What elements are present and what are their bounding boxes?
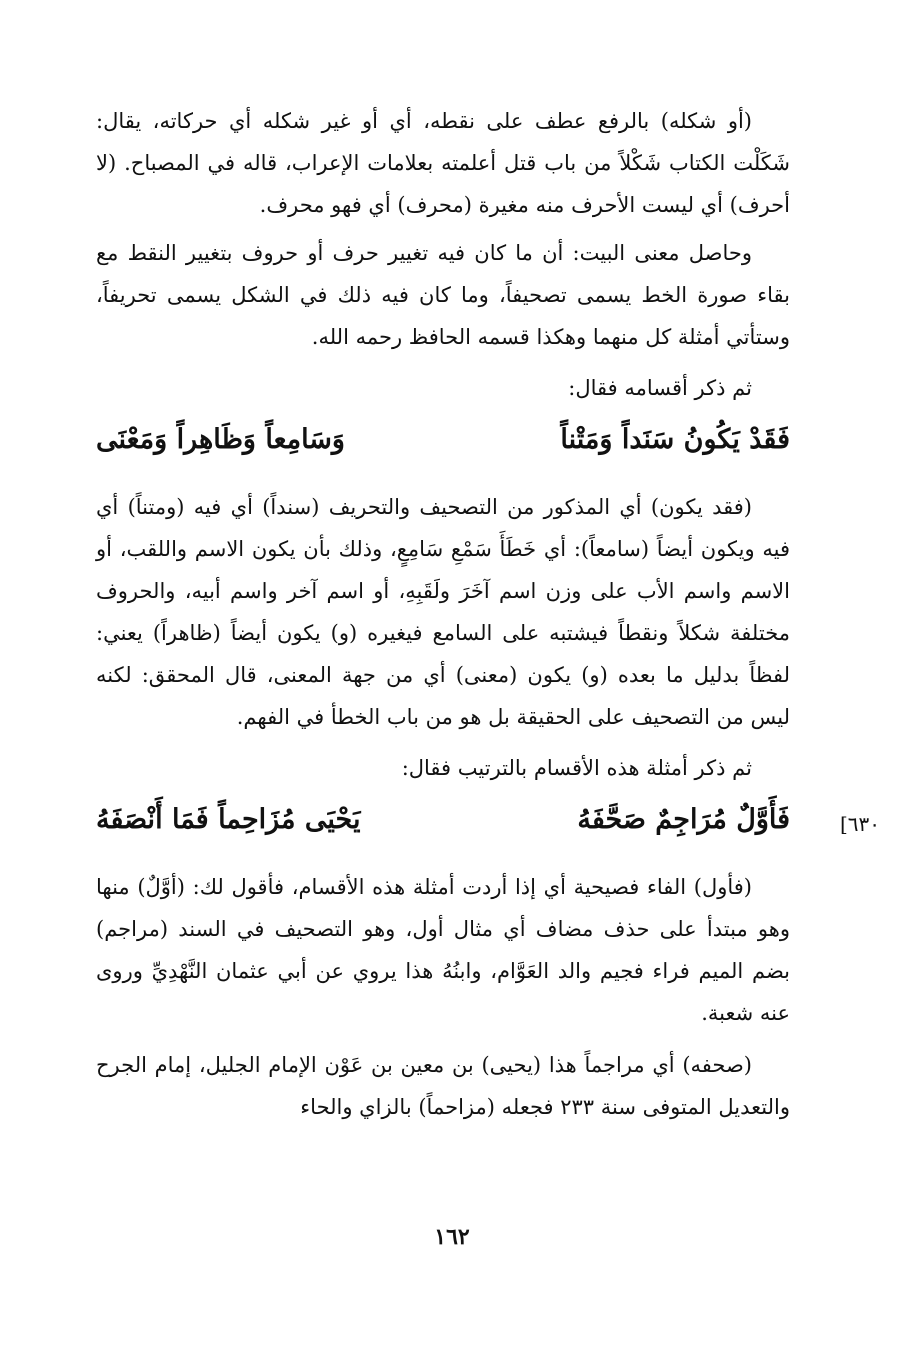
verse-2-first-hemistich: فَأَوَّلٌ مُرَاجِمٌ صَحَّفَهُ [577, 804, 790, 835]
verse-line-2 [96, 794, 880, 846]
paragraph-commentary-1: (أو شكله) بالرفع عطف على نقطه، أي أو غير شكله أي حركاته، يقال: شَكَلْت الكتاب شَكْلاً من باب قتل أعلمته بعلامات الإعراب، قاله في المصباح. (لا أحرف) أي ليست الأحرف منه مغيرة (محرف) أي فهو محرف. [96, 109, 790, 217]
paragraph-commentary-3: (فقد يكون) أي المذكور من التصحيف والتحريف (سنداً) أي فيه (ومتناً) أي فيه ويكون أيضاً (سامعاً): أي خَطَأَ سَمْعِ سَامِعٍ، وذلك بأن يكون الاسم واللقب، أو الاسم واسم الأب على وزن اسم آخَرَ ولَقَبِهِ، أو اسم آخر واسم أبيه، والحروف مختلفة شكلاً ونقطاً فيشتبه على السامع فيغيره (و) يكون أيضاً (ظاهراً) يعني: لفظاً بدليل ما بعده (و) يكون (معنى) أي من جهة المعنى، قال المحقق: لكنه ليس من التصحيف على الحقيقة بل هو من باب الخطأ في الفهم. [96, 495, 790, 729]
verse-number: [٦٣٠ [839, 812, 880, 836]
verse-2-second-hemistich: يَحْيَى مُزَاحِماً فَمَا أَنْصَفَهُ [96, 804, 361, 835]
paragraph-commentary-5: (صحفه) أي مراجماً هذا (يحيى) بن معين بن عَوْن الإمام الجليل، إمام الجرح والتعديل المتوفى سنة ٢٣٣ فجعله (مزاحماً) بالزاي والحاء [96, 1053, 790, 1119]
page-number: ١٦٢ [434, 1224, 470, 1250]
verse-1-second-hemistich: وَسَامِعاً وَظَاهِراً وَمَعْنَى [96, 424, 345, 455]
page-body [96, 100, 880, 1138]
paragraph-intro-1: ثم ذكر أقسامه فقال: [568, 376, 752, 400]
paragraph-commentary-2: وحاصل معنى البيت: أن ما كان فيه تغيير حرف أو حروف بتغيير النقط مع بقاء صورة الخط يسمى تصحيفاً، وما كان فيه ذلك في الشكل يسمى تحريفاً، وستأتي أمثلة كل منهما وهكذا قسمه الحافظ رحمه الله. [96, 241, 790, 349]
verse-line-1 [96, 414, 790, 466]
paragraph-commentary-4: (فأول) الفاء فصيحية أي إذا أردت أمثلة هذه الأقسام، فأقول لك: (أوَّلٌ) منها وهو مبتدأ على حذف مضاف أي مثال أول، وهو التصحيف في السند (مراجم) بضم الميم فراء فجيم والد العَوَّام، وابنُهُ هذا يروي عن أبي عثمان النَّهْدِيِّ وروى عنه شعبة. [96, 875, 790, 1025]
paragraph-intro-2: ثم ذكر أمثلة هذه الأقسام بالترتيب فقال: [401, 756, 752, 780]
verse-1-first-hemistich: فَقَدْ يَكُونُ سَنَداً وَمَتْناً [560, 424, 790, 455]
